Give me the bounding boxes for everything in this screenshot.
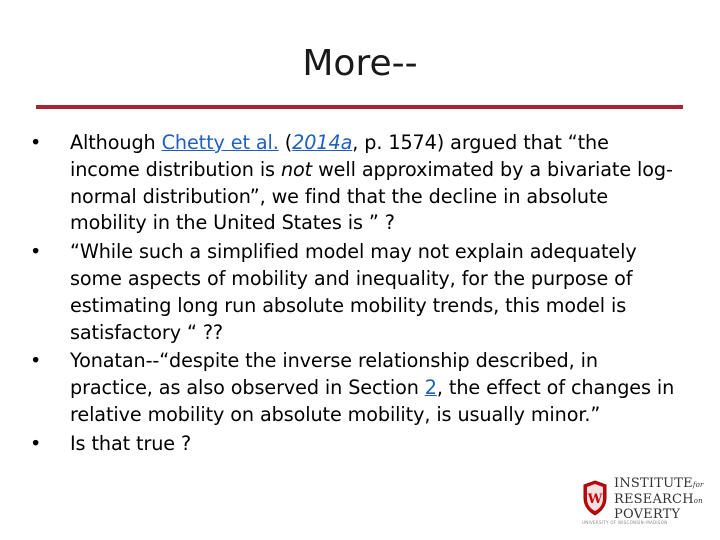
logo-line1: INSTITUTE [614, 476, 693, 491]
bullet-text: ( [278, 131, 293, 154]
citation-link[interactable]: 2014a [292, 131, 353, 154]
logo-line2-small: on [693, 496, 703, 505]
bullet-item [30, 130, 680, 237]
logo-line2: RESEARCH [614, 491, 694, 507]
citation-link[interactable]: 2 [424, 376, 437, 400]
bullet-text: Is that true ? [70, 431, 192, 455]
irp-logo [582, 476, 704, 528]
title-divider [36, 105, 683, 109]
logo-line3: POVERTY [614, 507, 681, 522]
bullet-text: , the effect of changes in relative mobility on absolute mobility, is usually minor.” [70, 376, 675, 426]
bullet-list [30, 130, 680, 460]
bullet-text: , p. 1574) argued that “the income distribution is [70, 131, 609, 181]
bullet-text: well approximated by a bivariate log-normal distribution”, we find that the decline in absolute mobility in the United States is ” ? [70, 157, 673, 235]
bullet-text: Yonatan--“despite the inverse relationship described, in practice, as also observed in Section [70, 349, 598, 400]
slide-title: More-- [302, 43, 418, 84]
uw-crest-icon [582, 480, 608, 516]
bullet-text: not [280, 157, 313, 181]
crest-letter: W [587, 492, 603, 507]
bullet-item [30, 239, 680, 346]
logo-line1-small: for [692, 481, 704, 489]
citation-link[interactable]: Chetty et al. [161, 131, 279, 154]
bullet-marker: • [30, 240, 42, 264]
bullet-text: Although [70, 131, 162, 154]
bullet-item [30, 431, 680, 458]
bullet-item [30, 348, 680, 428]
bullet-marker: • [30, 349, 42, 373]
bullet-text: “While such a simplified model may not explain adequately some aspects of mobility and inequality, for the purpose of estimating long run absolute mobility trends, this model is satisfactory “ ?? [70, 240, 637, 344]
logo-tagline: UNIVERSITY OF WISCONSIN–MADISON [582, 520, 668, 525]
bullet-marker: • [30, 431, 42, 455]
bullet-marker: • [30, 131, 42, 154]
logo-wordmark [614, 476, 704, 523]
